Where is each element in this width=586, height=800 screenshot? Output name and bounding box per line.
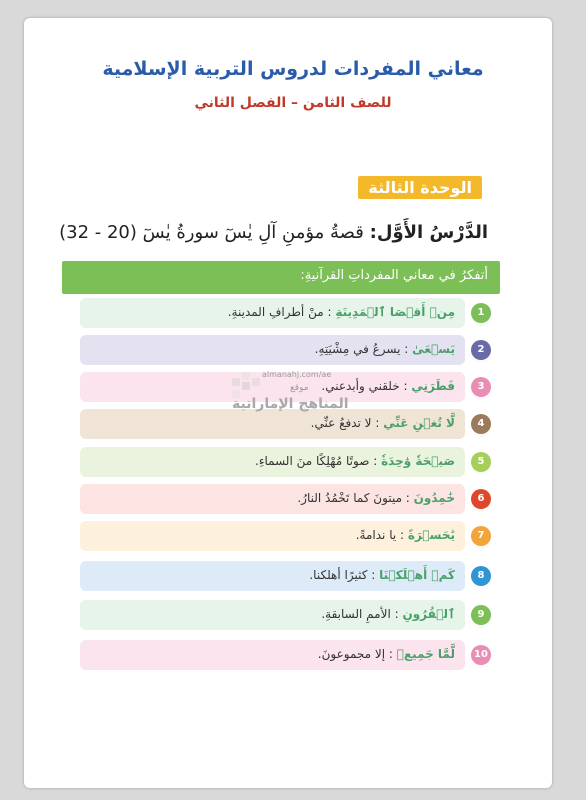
list-item (80, 640, 465, 670)
watermark-name: المناهج الإماراتية (232, 396, 349, 412)
item-number-badge: 5 (471, 452, 491, 472)
vocab-word: فَطَرَنِي (411, 379, 455, 393)
item-number-badge: 6 (471, 489, 491, 509)
unit-badge: الوحدة الثالثة (358, 176, 482, 199)
item-number-badge: 10 (471, 645, 491, 665)
vocab-word: يَسۡعَىٰ (412, 342, 455, 356)
list-item (80, 484, 465, 514)
list-item (80, 600, 465, 630)
section-heading: أتفكرُ في معاني المفرداتِ القرآنيةِ: (300, 268, 488, 283)
watermark-site: موقع (290, 383, 309, 393)
page-subtitle: للصف الثامن – الفصل الثاني (194, 95, 392, 111)
page-title: معاني المفردات لدروس التربية الإسلامية (102, 58, 484, 80)
item-number-badge: 9 (471, 605, 491, 625)
vocab-word: خَٰمِدُونَ (413, 491, 455, 505)
item-number-badge: 2 (471, 340, 491, 360)
vocab-meaning: : لا تدفعُ عنِّي. (310, 416, 384, 430)
vocab-meaning: : خلقني وأبدعني. (321, 379, 412, 393)
list-item (80, 521, 465, 551)
item-number-badge: 8 (471, 566, 491, 586)
vocab-meaning: : صوتًا مُهْلِكًا منَ السماءِ. (255, 454, 382, 468)
lesson-heading (60, 222, 488, 243)
item-number-badge: 3 (471, 377, 491, 397)
vocab-meaning: : الأممِ السابقةِ. (321, 607, 403, 621)
vocab-meaning: : ميتونَ كما تَخْمُدُ النارُ. (297, 491, 414, 505)
list-item (80, 335, 465, 365)
list-item (80, 561, 465, 591)
vocab-word: يَٰحَسۡرَةً (407, 528, 455, 542)
watermark-url: almanahj.com/ae (262, 370, 332, 379)
vocab-word: لَّمَّا جَمِيعٞ (396, 647, 455, 661)
lesson-text: قصةُ مؤمنِ آلِ يٰسٓ سورةُ يٰسٓ (20 - 32) (59, 222, 364, 243)
section-heading-bar (62, 261, 500, 294)
item-number-badge: 4 (471, 414, 491, 434)
vocab-meaning: : منْ أطرافِ المدينةِ. (227, 305, 336, 319)
vocab-meaning: : يسرعُ في مِشْيَتِهِ. (314, 342, 413, 356)
vocab-word: مِنۡ أَقۡصَا ٱلۡمَدِينَةِ (335, 305, 455, 319)
list-item (80, 447, 465, 477)
vocab-word: كَمۡ أَهۡلَكۡنَا (379, 568, 455, 582)
vocab-meaning: : إلا مجموعونَ. (317, 647, 397, 661)
item-number-badge: 7 (471, 526, 491, 546)
list-item (80, 298, 465, 328)
lesson-label: الدَّرْسُ الأَوَّل: (369, 222, 488, 243)
vocab-word: لَّا تُغۡنِ عَنِّي (383, 416, 455, 430)
vocab-meaning: : كثيرًا أهلكنا. (309, 568, 380, 582)
vocab-meaning: : يا ندامةً. (355, 528, 408, 542)
vocab-word: ٱلۡقُرُونِ (402, 607, 455, 621)
item-number-badge: 1 (471, 303, 491, 323)
vocab-word: صَيۡحَةٗ وَٰحِدَةٗ (381, 454, 455, 468)
